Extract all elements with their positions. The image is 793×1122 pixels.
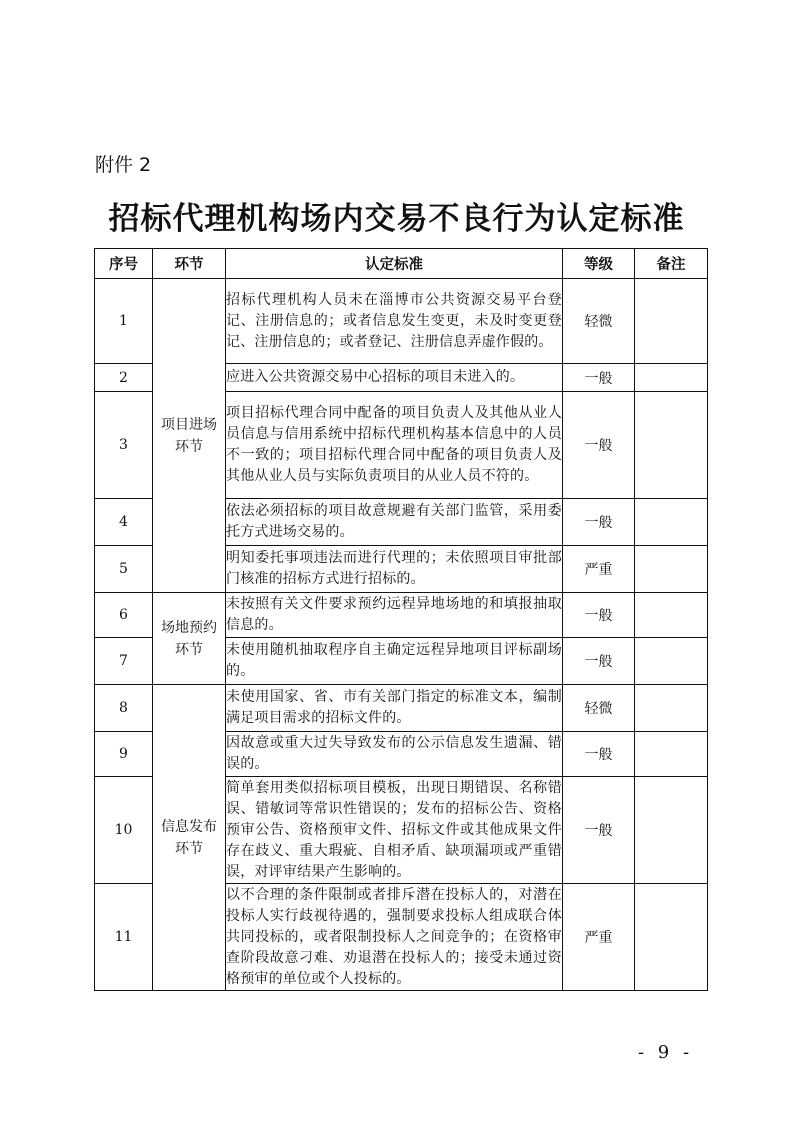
row-no: 3 bbox=[95, 392, 153, 499]
row-level: 一般 bbox=[563, 364, 635, 392]
row-no: 9 bbox=[95, 732, 153, 777]
row-no: 5 bbox=[95, 546, 153, 593]
row-no: 8 bbox=[95, 685, 153, 732]
row-criteria: 因故意或重大过失导致发布的公示信息发生遗漏、错误的。 bbox=[226, 732, 563, 777]
stage-label: 场地预约 环节 bbox=[161, 619, 217, 658]
row-note bbox=[635, 777, 708, 884]
row-criteria: 依法必须招标的项目故意规避有关部门监管，采用委托方式进场交易的。 bbox=[226, 499, 563, 546]
row-criteria: 明知委托事项违法而进行代理的；未依照项目审批部门核准的招标方式进行招标的。 bbox=[226, 546, 563, 593]
row-criteria: 应进入公共资源交易中心招标的项目未进入的。 bbox=[226, 364, 563, 392]
table-row bbox=[95, 279, 708, 364]
header-no: 序号 bbox=[95, 249, 153, 279]
stage-label: 项目进场 环节 bbox=[161, 416, 217, 455]
row-note bbox=[635, 685, 708, 732]
table-header-row bbox=[95, 249, 708, 279]
row-no: 1 bbox=[95, 279, 153, 364]
criteria-table bbox=[94, 248, 708, 991]
header-level: 等级 bbox=[563, 249, 635, 279]
row-note bbox=[635, 546, 708, 593]
table-row bbox=[95, 593, 708, 638]
row-criteria: 未使用随机抽取程序自主确定远程异地项目评标副场的。 bbox=[226, 638, 563, 685]
document-title: 招标代理机构场内交易不良行为认定标准 bbox=[108, 201, 685, 237]
row-level: 一般 bbox=[563, 777, 635, 884]
page-number: - 9 - bbox=[638, 1042, 694, 1063]
row-criteria: 以不合理的条件限制或者排斥潜在投标人的，对潜在投标人实行歧视待遇的，强制要求投标人组成联合体共同投标的，或者限制投标人之间竞争的；在资格审查阶段故意刁难、劝退潜在投标人的；接受未通过资格预审的单位或个人投标的。 bbox=[226, 884, 563, 991]
row-note bbox=[635, 499, 708, 546]
row-no: 11 bbox=[95, 884, 153, 991]
row-criteria: 招标代理机构人员未在淄博市公共资源交易平台登记、注册信息的；或者信息发生变更，未及时变更登记、注册信息的；或者登记、注册信息弄虚作假的。 bbox=[226, 279, 563, 364]
row-level: 轻微 bbox=[563, 279, 635, 364]
row-note bbox=[635, 392, 708, 499]
header-stage: 环节 bbox=[153, 249, 226, 279]
row-note bbox=[635, 638, 708, 685]
stage-label: 信息发布 环节 bbox=[161, 818, 217, 857]
row-level: 一般 bbox=[563, 499, 635, 546]
row-level: 一般 bbox=[563, 593, 635, 638]
stage-venue bbox=[153, 593, 226, 685]
row-note bbox=[635, 364, 708, 392]
stage-info bbox=[153, 685, 226, 991]
row-note bbox=[635, 593, 708, 638]
row-no: 2 bbox=[95, 364, 153, 392]
row-note bbox=[635, 732, 708, 777]
row-criteria: 未使用国家、省、市有关部门指定的标准文本，编制满足项目需求的招标文件的。 bbox=[226, 685, 563, 732]
table-row bbox=[95, 685, 708, 732]
row-no: 6 bbox=[95, 593, 153, 638]
row-criteria: 未按照有关文件要求预约远程异地场地的和填报抽取信息的。 bbox=[226, 593, 563, 638]
row-note bbox=[635, 279, 708, 364]
row-no: 10 bbox=[95, 777, 153, 884]
header-criteria: 认定标准 bbox=[226, 249, 563, 279]
header-note: 备注 bbox=[635, 249, 708, 279]
row-level: 一般 bbox=[563, 732, 635, 777]
row-note bbox=[635, 884, 708, 991]
attachment-label: 附件 2 bbox=[95, 154, 152, 176]
row-no: 7 bbox=[95, 638, 153, 685]
row-level: 一般 bbox=[563, 638, 635, 685]
row-level: 一般 bbox=[563, 392, 635, 499]
row-level: 严重 bbox=[563, 884, 635, 991]
row-criteria: 项目招标代理合同中配备的项目负责人及其他从业人员信息与信用系统中招标代理机构基本信息中的人员不一致的；项目招标代理合同中配备的项目负责人及其他从业人员与实际负责项目的从业人员不符的。 bbox=[226, 392, 563, 499]
row-criteria: 简单套用类似招标项目模板，出现日期错误、名称错误、错敏词等常识性错误的；发布的招标公告、资格预审公告、资格预审文件、招标文件或其他成果文件存在歧义、重大瑕疵、自相矛盾、缺项漏项或严重错误，对评审结果产生影响的。 bbox=[226, 777, 563, 884]
row-level: 轻微 bbox=[563, 685, 635, 732]
row-level: 严重 bbox=[563, 546, 635, 593]
stage-entry bbox=[153, 279, 226, 593]
row-no: 4 bbox=[95, 499, 153, 546]
